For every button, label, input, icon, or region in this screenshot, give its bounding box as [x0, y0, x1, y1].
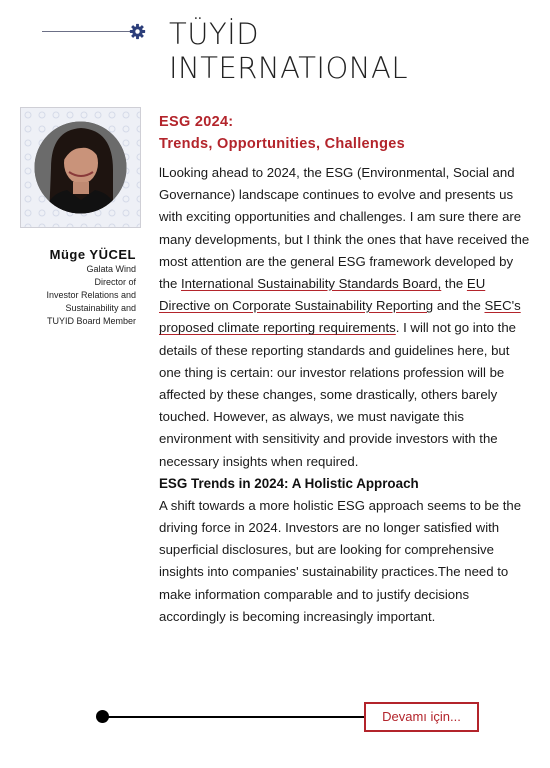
author-name: Müge YÜCEL: [49, 247, 136, 262]
article-body: [159, 111, 531, 628]
author-role-line-4: TUYID Board Member: [46, 316, 136, 326]
article-title: [159, 111, 531, 155]
author-role-line-3: Sustainability and: [65, 303, 136, 313]
brand-line-2: INTERNATIONAL: [169, 51, 408, 85]
paragraph-1-text-d: . I will not go into the details of these reporting standards and guidelines here, but one thing is certain: our investor relations profession will be affected by these changes, some drastically, others barely touched. However, as always, we must navigate this environment with sensitivity and provide investors with the necessary insights when required.: [159, 320, 516, 469]
sec-proposal-link[interactable]: SEC's proposed climate reporting requirements: [159, 298, 521, 336]
article-paragraph-2: A shift towards a more holistic ESG approach seems to be the driving force in 2024. Investors are no longer satisfied with superficial disclosures, but are looking for comprehensive insights into companies' sustainability practices.The need to make information comparable and to justify decisions accordingly is becoming increasingly important.: [159, 497, 522, 624]
brand-line-1: TÜYİD: [169, 17, 260, 51]
paragraph-1-text-a: lLooking ahead to 2024, the ESG (Environmental, Social and Governance) landscape continues to evolve and presents us with exciting opportunities and challenges. I am sure there are many developments, but I think the ones that have received the most attention are the general ESG framework developed by the: [159, 165, 530, 292]
gear-icon: [129, 23, 146, 40]
brand-title: [169, 17, 408, 85]
author-portrait: [21, 108, 140, 227]
author-role-line-1: Director of: [94, 277, 136, 287]
article-paragraph-1: [159, 162, 531, 473]
read-more-button[interactable]: Devamı için...: [364, 702, 479, 732]
paragraph-1-text-b: the: [441, 276, 467, 292]
paragraph-1-text-c: and the: [433, 298, 485, 314]
author-company: Galata Wind: [86, 264, 136, 274]
issb-link[interactable]: International Sustainability Standards Board,: [181, 276, 442, 292]
eu-directive-link[interactable]: EU Directive on Corporate Sustainability Reporting: [159, 276, 486, 314]
author-photo: [20, 107, 141, 228]
header-divider-line: [42, 31, 130, 32]
footer-line: [108, 716, 365, 718]
article-subheading: ESG Trends in 2024: A Holistic Approach: [159, 475, 419, 491]
author-role-line-2: Investor Relations and: [46, 290, 136, 300]
article-title-line-1: ESG 2024:: [159, 114, 234, 130]
article-title-line-2: Trends, Opportunities, Challenges: [159, 136, 405, 152]
author-info: [0, 247, 136, 328]
